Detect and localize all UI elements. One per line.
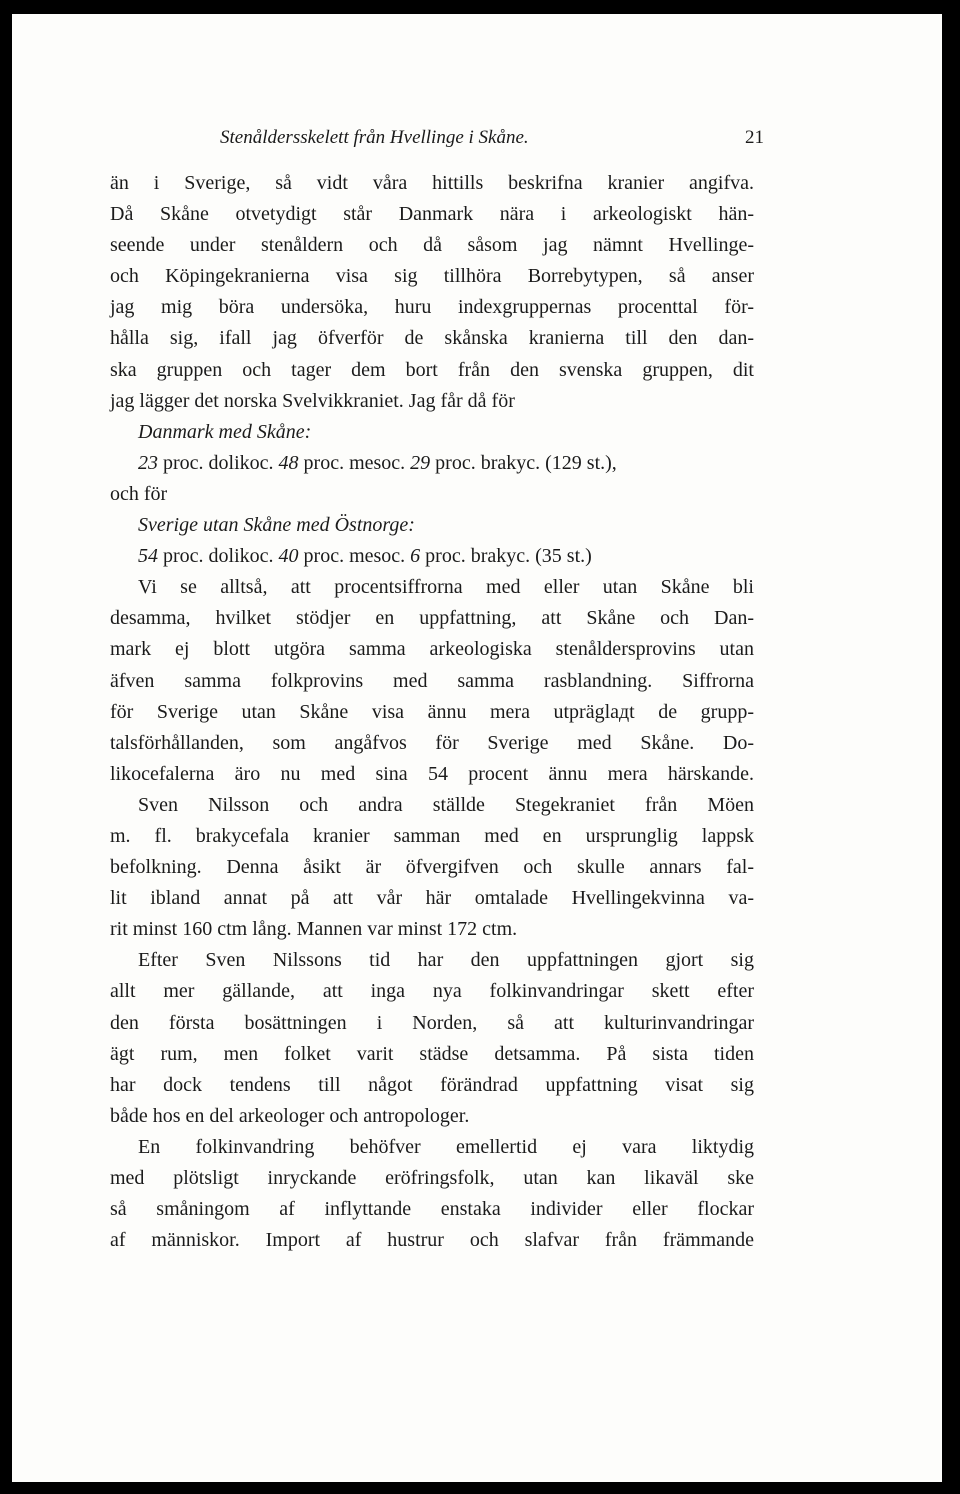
stat-label: proc. mesoc. <box>298 545 411 568</box>
text-line: desamma, hvilket stödjer en uppfattning, att Skåne och Dan- <box>110 607 754 630</box>
text-line: så småningom af inflyttande enstaka individer eller flockar <box>110 1198 754 1221</box>
text-line: Sven Nilsson och andra ställde Stegekraniet från Möen <box>138 793 754 816</box>
stats-line-sweden <box>110 541 754 572</box>
text-line: Då Skåne otvetydigt står Danmark nära i arkeologiskt hän- <box>110 203 754 226</box>
text-line: än i Sverige, så vidt våra hittills beskrifna kranier angifva. <box>110 172 754 194</box>
stat-label: proc. mesoc. <box>298 451 411 474</box>
text-line: har dock tendens till något förändrad uppfattning visat sig <box>110 1073 754 1096</box>
page-number: 21 <box>745 127 764 148</box>
subheading-denmark: Danmark med Skåne: <box>138 420 312 443</box>
text-line: och för <box>110 482 168 505</box>
stats-line-denmark <box>110 448 754 479</box>
text-line: En folkinvandring behöfver emellertid ej vara liktydig <box>138 1135 754 1158</box>
stat-value: 40 <box>278 545 299 568</box>
text-line: både hos en del arkeologer och antropologer. <box>110 1104 470 1127</box>
text-line: ska gruppen och tager dem bort från den svenska gruppen, dit <box>110 358 754 381</box>
text-line: m. fl. brakycefala kranier samman med en ursprunglig lappsk <box>110 824 754 847</box>
text-line: och Köpingekranierna visa sig tillhöra Borrebytypen, så anser <box>110 265 754 288</box>
stat-value: 29 <box>410 451 431 474</box>
stat-value: 48 <box>278 451 299 474</box>
running-header <box>120 127 764 163</box>
text-line: jag lägger det norska Svelvikkraniet. Jag får då för <box>110 389 515 412</box>
text-line: af människor. Import af hustrur och slafvar från främmande <box>110 1229 754 1252</box>
text-line: mark ej blott utgöra samma arkeologiska stenåldersprovins utan <box>110 638 754 661</box>
stat-label: proc. brakyc. (35 st.) <box>420 545 592 568</box>
stat-value: 23 <box>138 451 158 474</box>
text-line: för Sverige utan Skåne visa ännu mera utpräglадt de grupp- <box>110 700 754 723</box>
scanned-page <box>12 14 942 1482</box>
stat-value: 54 <box>138 545 158 568</box>
text-line: rit minst 160 ctm lång. Mannen var minst 172 ctm. <box>110 918 518 941</box>
text-line: ägt rum, men folket varit städse detsamma. På sista tiden <box>110 1042 754 1065</box>
running-title: Stenåldersskelett från Hvellinge i Skåne. <box>220 127 529 148</box>
stat-value: 6 <box>410 545 421 568</box>
text-line: befolkning. Denna åsikt är öfvergifven och skulle annars fal- <box>110 856 754 879</box>
stat-label: proc. brakyc. (129 st.), <box>430 451 617 474</box>
text-line: likocefalerna äro nu med sina 54 procent ännu mera härskande. <box>110 762 754 785</box>
stat-label: proc. dolikoc. <box>158 545 279 568</box>
text-line: jag mig böra undersöka, huru indexgruppernas procenttal för- <box>110 296 754 319</box>
text-line: Vi se alltså, att procentsiffrorna med eller utan Skåne bli <box>138 576 754 599</box>
text-line: den första bosättningen i Norden, så att kulturinvandringar <box>110 1011 754 1034</box>
text-line: seende under stenåldern och då såsom jag nämnt Hvellinge- <box>110 234 754 257</box>
text-line: äfven samma folkprovins med samma rasblandning. Siffrorna <box>110 669 754 692</box>
body-text <box>110 168 754 1256</box>
text-line: med plötsligt inryckande eröfringsfolk, utan kan likaväl ske <box>110 1167 754 1189</box>
text-line: Efter Sven Nilssons tid har den uppfattningen gjort sig <box>138 949 754 972</box>
text-line: talsförhållanden, som angåfvos för Sverige med Skåne. Do- <box>110 731 754 754</box>
text-line: lit ibland annat på att vår här omtalade Hvellingekvinna va- <box>110 887 754 910</box>
text-line: hålla sig, ifall jag öfverför de skånska kranierna till den dan- <box>110 327 754 350</box>
text-line: allt mer gällande, att inga nya folkinvandringar skett efter <box>110 980 754 1003</box>
subheading-sweden: Sverige utan Skåne med Östnorge: <box>138 514 415 537</box>
stat-label: proc. dolikoc. <box>158 451 279 474</box>
